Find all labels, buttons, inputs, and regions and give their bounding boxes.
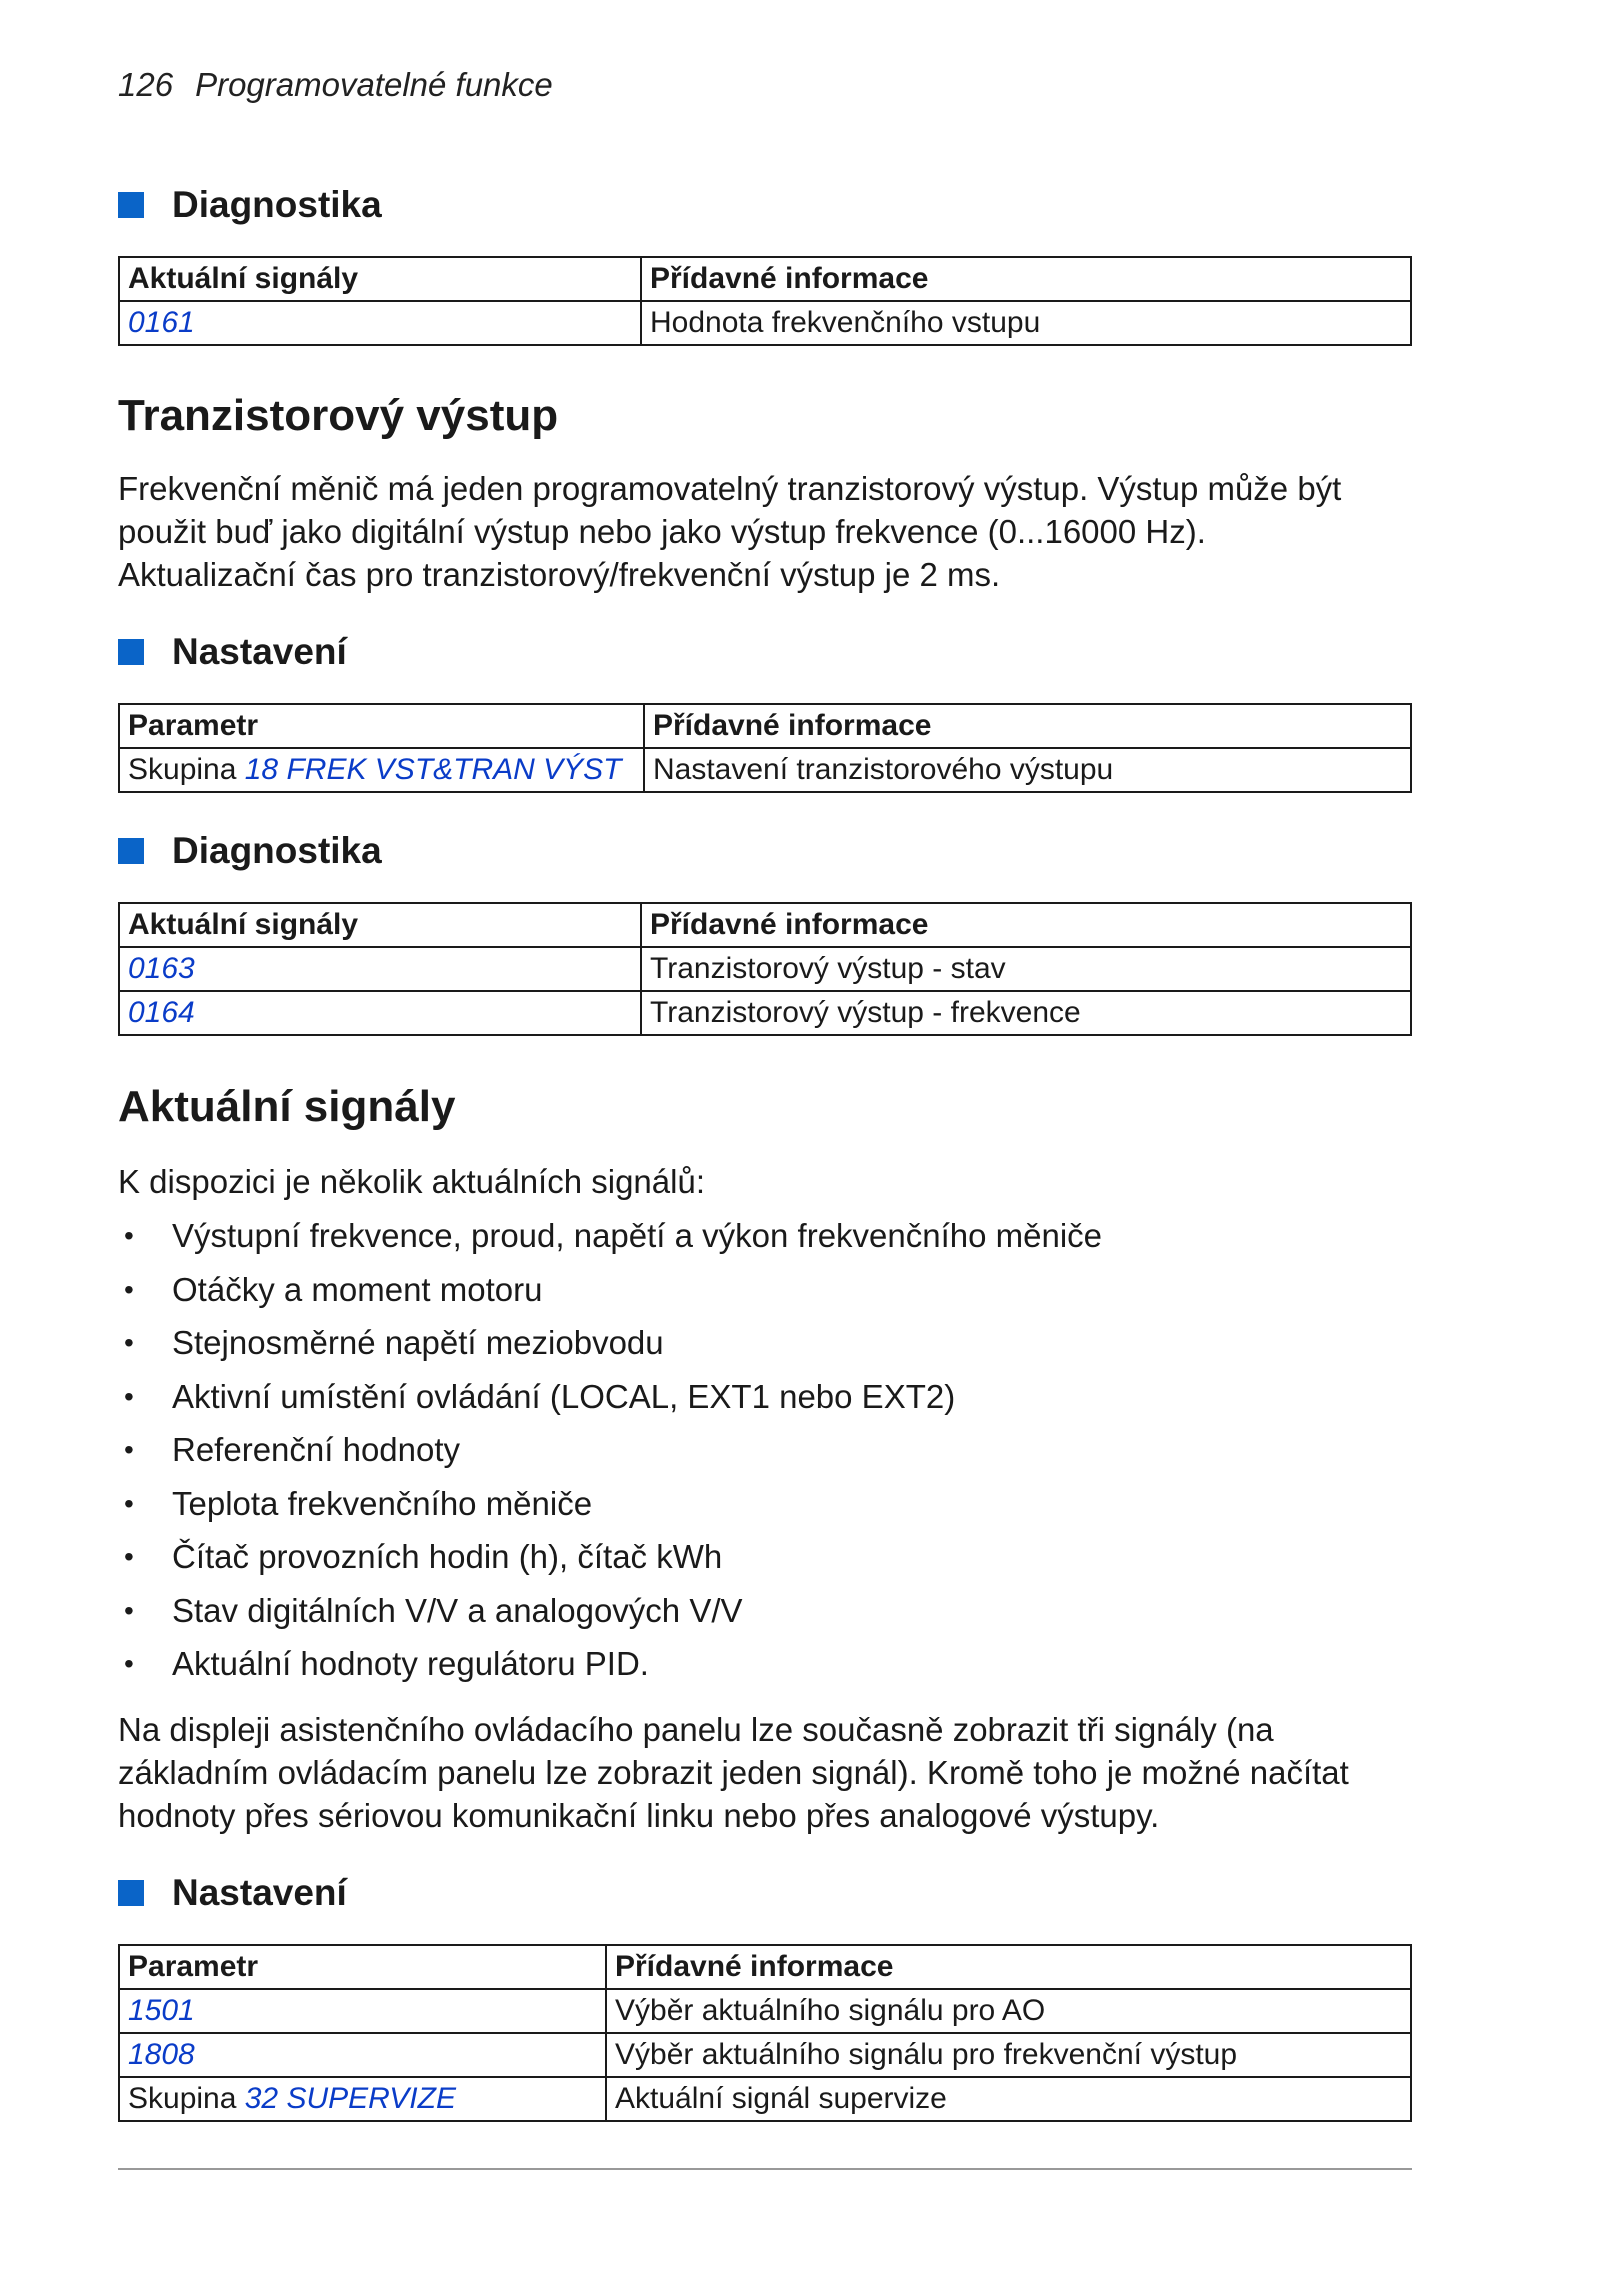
tranzistor-paragraph: [118, 467, 1408, 596]
signal-link[interactable]: 0161: [128, 306, 195, 339]
aktualni-paragraph: [118, 1708, 1408, 1837]
signal-cell[interactable]: [119, 947, 641, 991]
blue-square-icon: [118, 639, 144, 665]
table-row: [119, 2033, 1411, 2077]
info-cell: Výběr aktuálního signálu pro frekvenční výstup: [606, 2033, 1411, 2077]
parameter-cell: [119, 2033, 606, 2077]
aktualni-intro: K dispozici je několik aktuálních signálů:: [118, 1163, 705, 1200]
column-header: Parametr: [119, 704, 644, 748]
nastaveni-table-2: [118, 1944, 1412, 2122]
paragraph-line: Frekvenční měnič má jeden programovatelný tranzistorový výstup. Výstup může být: [118, 470, 1342, 507]
section-heading-aktualni-signaly: Aktuální signály: [118, 1082, 456, 1131]
paragraph-line: základním ovládacím panelu lze zobrazit jeden signál). Kromě toho je možné načítat: [118, 1754, 1349, 1791]
list-item: • Aktuální hodnoty regulátoru PID.: [118, 1637, 1408, 1691]
info-cell: Tranzistorový výstup - frekvence: [641, 991, 1411, 1035]
section-heading-tranzistorovy-vystup: Tranzistorový výstup: [118, 391, 559, 440]
blue-square-icon: [118, 192, 144, 218]
table-row: [119, 748, 1411, 792]
nastaveni-table-1: [118, 703, 1412, 793]
info-cell: Výběr aktuálního signálu pro AO: [606, 1989, 1411, 2033]
list-item: • Čítač provozních hodin (h), čítač kWh: [118, 1530, 1408, 1584]
diagnostika-table-1: [118, 256, 1412, 346]
table-header-row: [119, 257, 1411, 301]
section-heading-nastaveni-2: [118, 1872, 347, 1914]
list-item: • Stejnosměrné napětí meziobvodu: [118, 1316, 1408, 1370]
parameter-group-link[interactable]: 32 SUPERVIZE: [244, 2082, 456, 2115]
list-item: • Aktivní umístění ovládání (LOCAL, EXT1 nebo EXT2): [118, 1370, 1408, 1424]
table-row: [119, 991, 1411, 1035]
section-heading-diagnostika-1: [118, 184, 382, 226]
column-header: Přídavné informace: [644, 704, 1411, 748]
running-header: [118, 66, 553, 104]
list-item: • Výstupní frekvence, proud, napětí a výkon frekvenčního měniče: [118, 1209, 1408, 1263]
list-item: • Referenční hodnoty: [118, 1423, 1408, 1477]
blue-square-icon: [118, 838, 144, 864]
section-heading-diagnostika-2: [118, 830, 382, 872]
paragraph-line: hodnoty přes sériovou komunikační linku nebo přes analogové výstupy.: [118, 1797, 1160, 1834]
paragraph-line: Na displeji asistenčního ovládacího panelu lze současně zobrazit tři signály (na: [118, 1711, 1274, 1748]
chapter-title: Programovatelné funkce: [195, 66, 553, 103]
table-row: [119, 1989, 1411, 2033]
footer-divider: [118, 2168, 1412, 2170]
parameter-cell: [119, 2077, 606, 2121]
heading-text: Diagnostika: [172, 184, 382, 225]
paragraph-line: použit buď jako digitální výstup nebo jako výstup frekvence (0...16000 Hz).: [118, 513, 1206, 550]
list-item: • Otáčky a moment motoru: [118, 1263, 1408, 1317]
signal-cell[interactable]: [119, 301, 641, 345]
heading-text: Nastavení: [172, 631, 347, 672]
section-heading-nastaveni-1: [118, 631, 347, 673]
info-cell: Aktuální signál supervize: [606, 2077, 1411, 2121]
blue-square-icon: [118, 1880, 144, 1906]
column-header: Parametr: [119, 1945, 606, 1989]
column-header: Přídavné informace: [641, 257, 1411, 301]
parameter-cell: [119, 748, 644, 792]
list-item: • Stav digitálních V/V a analogových V/V: [118, 1584, 1408, 1638]
signal-link[interactable]: 0164: [128, 996, 195, 1029]
paragraph-line: Aktualizační čas pro tranzistorový/frekvenční výstup je 2 ms.: [118, 556, 1001, 593]
signal-cell[interactable]: [119, 991, 641, 1035]
info-cell: Hodnota frekvenčního vstupu: [641, 301, 1411, 345]
table-header-row: [119, 903, 1411, 947]
column-header: Aktuální signály: [119, 257, 641, 301]
column-header: Přídavné informace: [606, 1945, 1411, 1989]
info-cell: Tranzistorový výstup - stav: [641, 947, 1411, 991]
parameter-prefix: Skupina: [128, 2082, 245, 2115]
heading-text: Diagnostika: [172, 830, 382, 871]
heading-text: Nastavení: [172, 1872, 347, 1913]
info-cell: Nastavení tranzistorového výstupu: [644, 748, 1411, 792]
table-header-row: [119, 704, 1411, 748]
table-row: [119, 301, 1411, 345]
parameter-prefix: Skupina: [128, 753, 245, 786]
column-header: Aktuální signály: [119, 903, 641, 947]
parameter-link[interactable]: 1501: [128, 1994, 195, 2027]
parameter-group-link[interactable]: 18 FREK VST&TRAN VÝST: [244, 753, 622, 786]
table-row: [119, 2077, 1411, 2121]
parameter-link[interactable]: 1808: [128, 2038, 195, 2071]
page-number: 126: [118, 66, 174, 103]
signal-link[interactable]: 0163: [128, 952, 195, 985]
signal-bullet-list: [118, 1209, 1408, 1691]
list-item: • Teplota frekvenčního měniče: [118, 1477, 1408, 1531]
table-row: [119, 947, 1411, 991]
parameter-cell: [119, 1989, 606, 2033]
column-header: Přídavné informace: [641, 903, 1411, 947]
table-header-row: [119, 1945, 1411, 1989]
diagnostika-table-2: [118, 902, 1412, 1036]
